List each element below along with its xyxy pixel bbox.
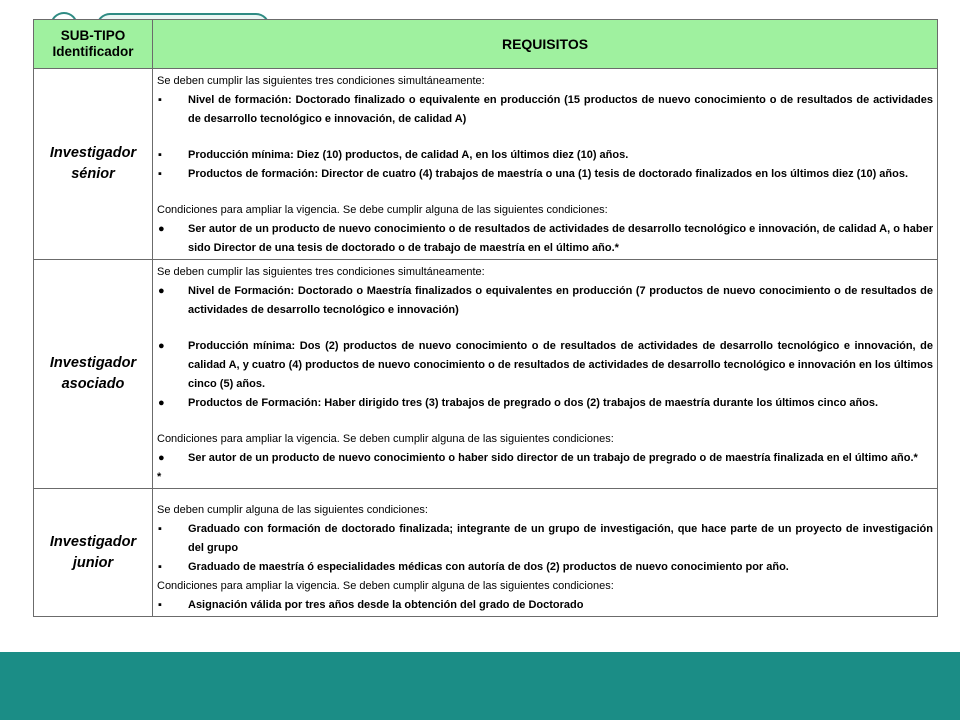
list-item	[157, 165, 933, 184]
spacer	[157, 320, 933, 337]
subtype-cell	[34, 69, 153, 260]
list-item	[157, 596, 933, 615]
header-requirements: REQUISITOS	[153, 20, 938, 69]
subtype-line2: asociado	[61, 376, 125, 392]
requirements-intro: Se deben cumplir las siguientes tres condiciones simultáneamente:	[157, 266, 485, 278]
list-item-text: Graduado con formación de doctorado finalizada; integrante de un grupo de investigación, que hace parte de un proyecto de investigación del grupo	[188, 523, 933, 554]
requirements-cell	[153, 69, 938, 260]
requirements-table	[33, 19, 938, 617]
requirements-cell	[153, 489, 938, 617]
subtype-line2: junior	[72, 554, 114, 571]
list-item	[157, 337, 933, 394]
list-item-text: Asignación válida por tres años desde la obtención del grado de Doctorado	[188, 599, 584, 611]
round-bullet-icon: ●	[158, 397, 165, 409]
list-item-text: Graduado de maestría ó especialidades médicas con autoría de dos (2) productos de nuevo conocimiento por año.	[188, 561, 789, 573]
spacer	[157, 184, 933, 201]
list-item-text: Ser autor de un producto de nuevo conocimiento o haber sido director de un trabajo de pregrado o de maestría finalizada en el último año.*	[188, 452, 918, 464]
conditions-intro: Condiciones para ampliar la vigencia. Se deben cumplir alguna de las siguientes condiciones:	[157, 433, 614, 445]
subtype-cell	[34, 260, 153, 489]
subtype-cell	[34, 489, 153, 617]
table-row	[34, 489, 938, 617]
list-item	[157, 520, 933, 558]
header-subtype-line2: Identificador	[52, 44, 134, 59]
list-item-text: Productos de Formación: Haber dirigido tres (3) trabajos de pregrado o dos (2) trabajos de maestría durante los últimos cinco años.	[188, 397, 879, 409]
round-bullet-icon: ●	[158, 285, 165, 297]
square-bullet-icon: ▪	[158, 94, 162, 106]
round-bullet-icon: ●	[158, 452, 165, 464]
list-item-text: Nivel de Formación: Doctorado o Maestría finalizados o equivalentes en producción (7 productos de nuevo conocimiento o de resultados de actividades de desarrollo tecnológico e innovación)	[188, 285, 933, 316]
list-item-text: Producción mínima: Diez (10) productos, de calidad A, en los últimos diez (10) años.	[188, 149, 629, 161]
requirements-intro: Se deben cumplir las siguientes tres condiciones simultáneamente:	[157, 75, 485, 87]
square-bullet-icon: ▪	[158, 168, 162, 180]
table-header-row	[34, 20, 938, 69]
list-item	[157, 558, 933, 577]
list-item-text: Producción mínima: Dos (2) productos de nuevo conocimiento o de resultados de actividades de desarrollo tecnológico e innovación, de calidad A, y cuatro (4) productos de nuevo conocimiento o de resultados de actividades de desarrollo tecnológico e innovación en los últimos cinco (5) años.	[188, 340, 933, 390]
spacer	[157, 492, 933, 501]
list-item	[157, 394, 933, 413]
subtype-line1: Investigador	[49, 533, 137, 550]
list-item	[157, 220, 933, 258]
square-bullet-icon: ▪	[158, 523, 162, 535]
list-item	[157, 449, 933, 468]
conditions-intro: Condiciones para ampliar la vigencia. Se debe cumplir alguna de las siguientes condiciones:	[157, 204, 608, 216]
list-item	[157, 91, 933, 129]
list-item-text: Productos de formación: Director de cuatro (4) trabajos de maestría o una (1) tesis de doctorado finalizados en los últimos diez (10) años.	[188, 168, 909, 180]
subtype-line1: Investigador	[49, 355, 137, 371]
spacer	[157, 413, 933, 430]
footnote-marker: *	[157, 471, 162, 483]
table-row	[34, 260, 938, 489]
subtype-line1: Investigador	[49, 145, 137, 161]
list-item	[157, 146, 933, 165]
square-bullet-icon: ▪	[158, 599, 162, 611]
round-bullet-icon: ●	[158, 223, 165, 235]
requirements-cell	[153, 260, 938, 489]
requirements-intro: Se deben cumplir alguna de las siguientes condiciones:	[157, 504, 428, 516]
round-bullet-icon: ●	[158, 340, 165, 352]
header-subtype-line1: SUB-TIPO	[60, 28, 126, 43]
square-bullet-icon: ▪	[158, 561, 162, 573]
list-item	[157, 282, 933, 320]
header-subtype	[34, 20, 153, 69]
table-row	[34, 69, 938, 260]
list-item-text: Ser autor de un producto de nuevo conocimiento o de resultados de actividades de desarrollo tecnológico e innovación, de calidad A, o haber sido Director de una tesis de doctorado o de trabajo de maestría en el último año.*	[188, 223, 933, 254]
spacer	[157, 129, 933, 146]
square-bullet-icon: ▪	[158, 149, 162, 161]
bottom-band	[0, 652, 960, 720]
subtype-line2: sénior	[71, 166, 115, 182]
list-item-text: Nivel de formación: Doctorado finalizado o equivalente en producción (15 productos de nuevo conocimiento o de resultados de actividades de desarrollo tecnológico e innovación, de calidad A)	[188, 94, 933, 125]
conditions-intro: Condiciones para ampliar la vigencia. Se deben cumplir alguna de las siguientes condiciones:	[157, 580, 614, 592]
